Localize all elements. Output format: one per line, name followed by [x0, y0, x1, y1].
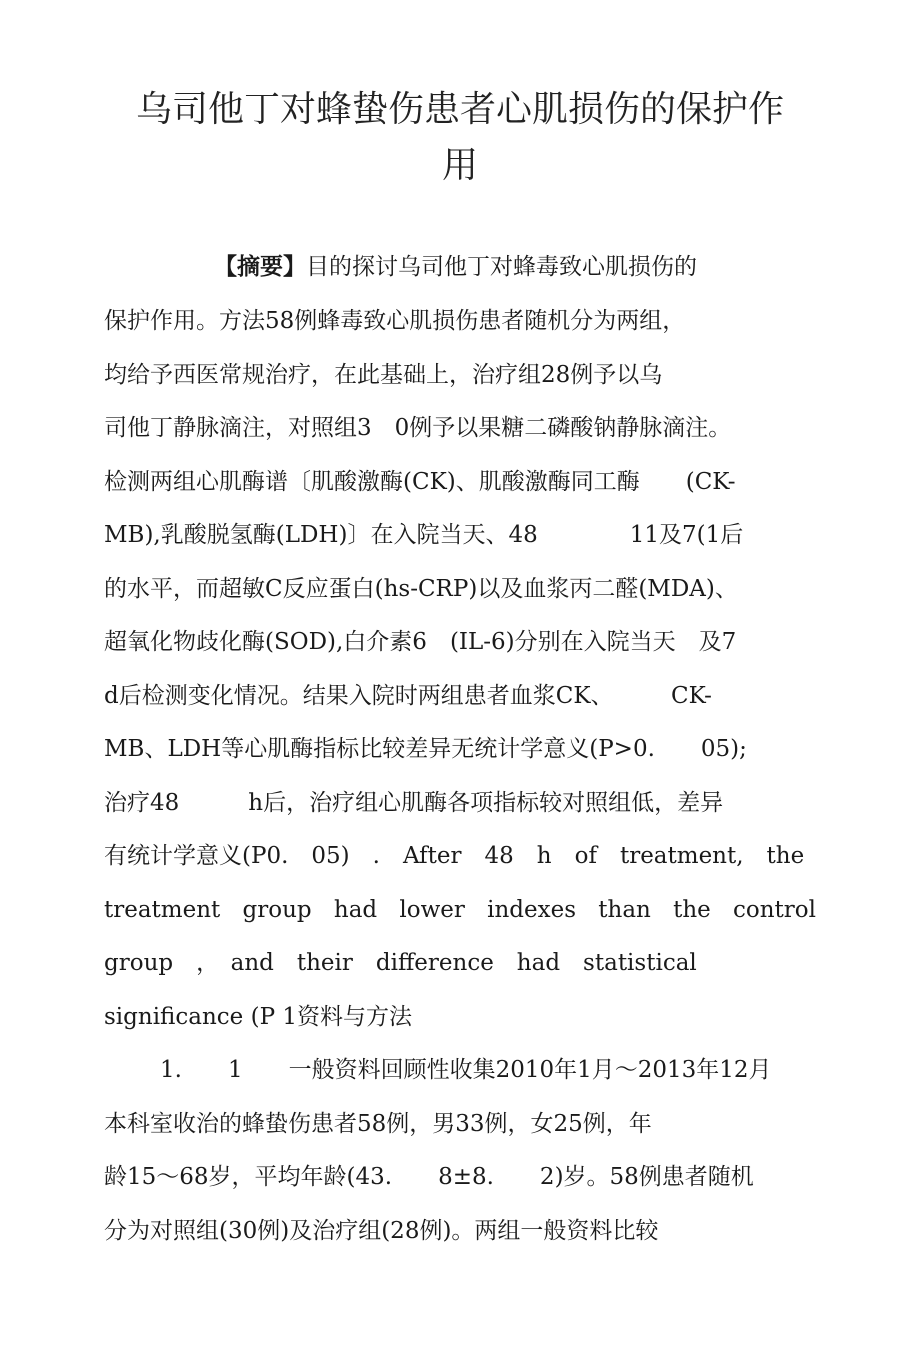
body-line: 分为对照组(30例)及治疗组(28例)。两组一般资料比较 — [104, 1218, 659, 1244]
body-line: MB),乳酸脱氢酶(LDH)〕在入院当天、48 11及7(1后 — [104, 522, 744, 548]
body-line: 保护作用。方法58例蜂毒致心肌损伤患者随机分为两组， — [104, 308, 686, 334]
body-line: treatment group had lower indexes than the control — [104, 897, 816, 923]
body-line: 本科室收治的蜂蛰伤患者58例，男33例，女25例，年 — [104, 1111, 652, 1137]
body-line: 超氧化物歧化酶(SOD),白介素6 (IL-6)分别在入院当天 及7 — [104, 629, 737, 655]
title-line-2: 用 — [441, 145, 478, 186]
body-line: 有统计学意义(P0. 05) . After 48 h of treatment, the — [104, 843, 805, 869]
abstract-label: 【摘要】 — [214, 253, 306, 280]
body-line: group ， and their difference had statistical — [104, 950, 697, 976]
abstract-text: 目的探讨乌司他丁对蜂毒致心肌损伤的 — [306, 254, 697, 280]
body-line: MB、LDH等心肌酶指标比较差异无统计学意义(P>0. 05); — [104, 736, 747, 762]
body-line: 的水平，而超敏C反应蛋白(hs-CRP)以及血浆丙二醛(MDA)、 — [104, 576, 738, 602]
title-line-1: 乌司他丁对蜂蛰伤患者心肌损伤的保护作 — [135, 89, 784, 130]
body-line: 检测两组心肌酶谱〔肌酸激酶(CK)、肌酸激酶同工酶 (CK- — [104, 469, 736, 495]
body-line: d后检测变化情况。结果入院时两组患者血浆CK、 CK- — [104, 683, 712, 709]
body-line: 治疗48 h后，治疗组心肌酶各项指标较对照组低，差异 — [104, 790, 724, 816]
body-line: 龄15～68岁，平均年龄(43. 8±8. 2)岁。58例患者随机 — [104, 1164, 754, 1190]
abstract-line-1 — [214, 252, 816, 282]
body-line: 司他丁静脉滴注，对照组3 0例予以果糖二磷酸钠静脉滴注。 — [104, 415, 732, 441]
body-line: 均给予西医常规治疗，在此基础上，治疗组28例予以乌 — [104, 362, 663, 388]
body-line: significance (P 1资料与方法 — [104, 1004, 412, 1030]
section-heading-line: 1. 1 一般资料回顾性收集2010年1月～2013年12月 — [160, 1057, 772, 1083]
